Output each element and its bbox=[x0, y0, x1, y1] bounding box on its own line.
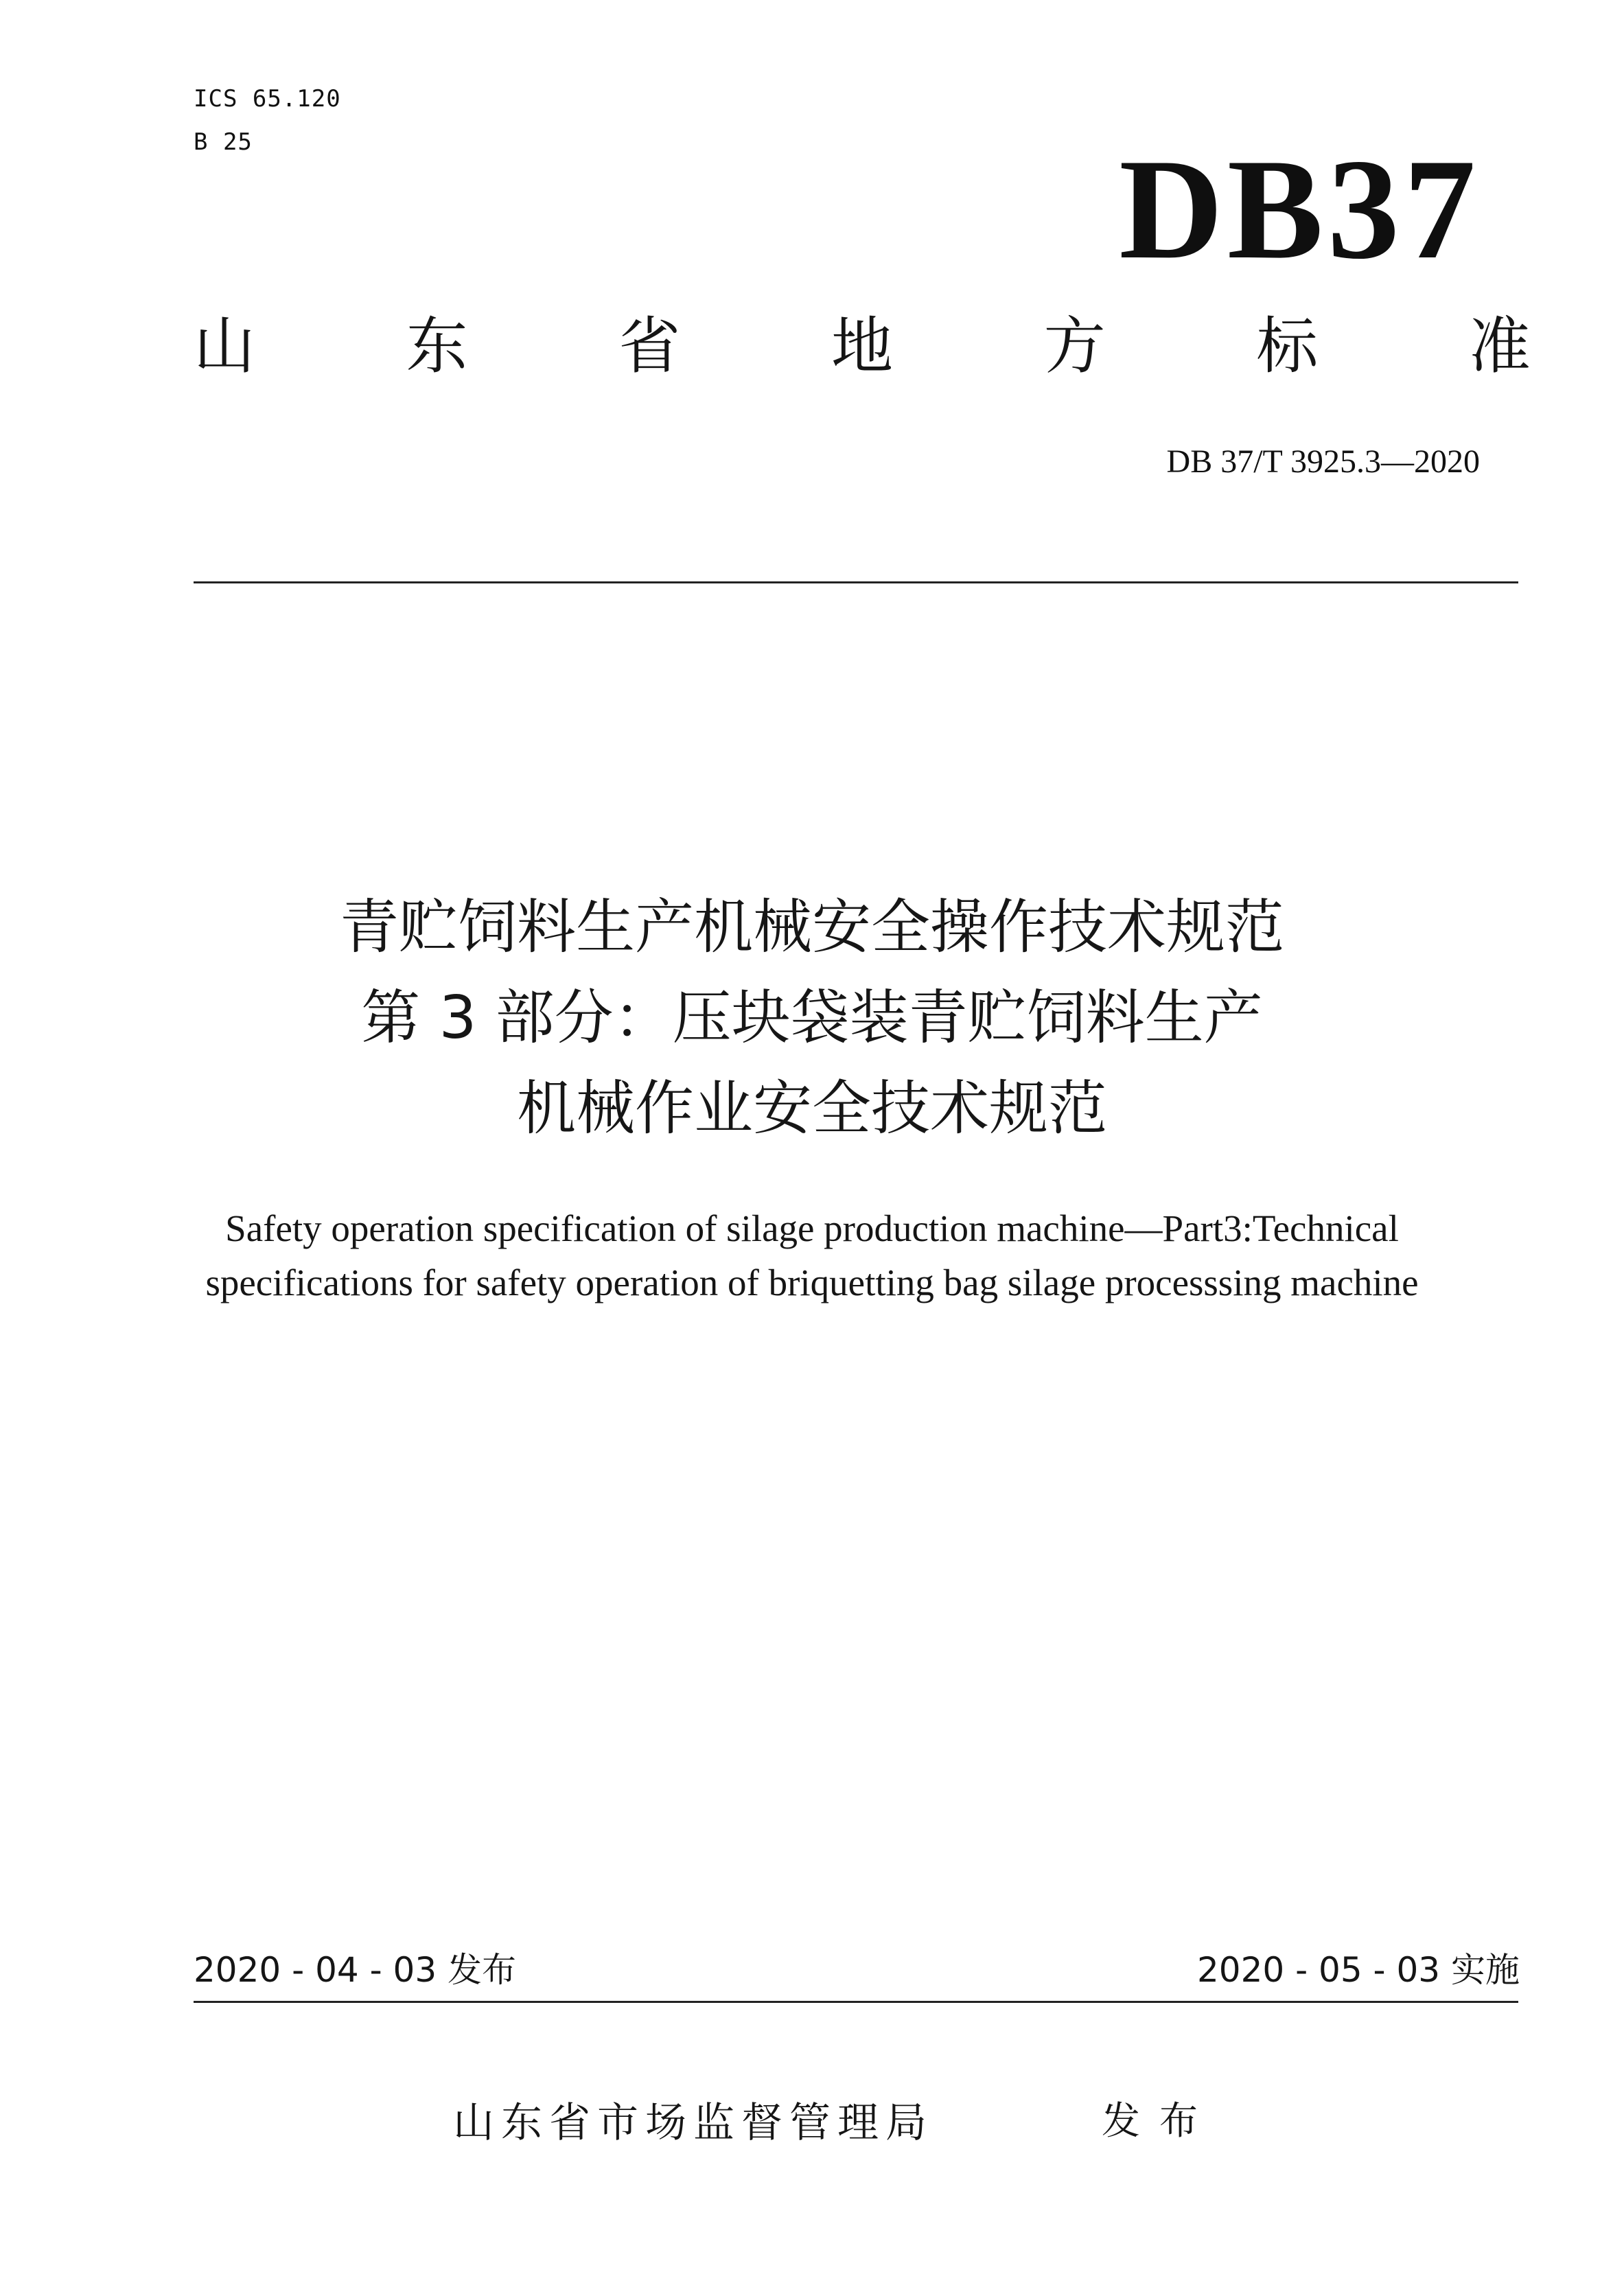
standard-type-char: 标 bbox=[1256, 310, 1319, 382]
chinese-title-line: 机械作业安全技术规范 bbox=[517, 1074, 1107, 1143]
ccs-code: B 25 bbox=[194, 128, 253, 156]
english-title-line: Safety operation specification of silage production machine—Part3:Technical bbox=[225, 1207, 1399, 1249]
issuing-authority: 山东省市场监督管理局 bbox=[453, 2099, 933, 2147]
standard-type-char: 方 bbox=[1043, 310, 1106, 382]
standard-type-char: 准 bbox=[1468, 310, 1531, 382]
issue-date: 2020 - 04 - 03 发布 bbox=[194, 1950, 517, 1990]
bottom-divider bbox=[194, 2001, 1518, 2003]
top-divider bbox=[194, 581, 1518, 583]
chinese-title-line: 青贮饲料生产机械安全操作技术规范 bbox=[340, 893, 1284, 962]
standard-type-char: 东 bbox=[406, 310, 468, 382]
english-title-line: specifications for safety operation of briquetting bag silage processsing machine bbox=[205, 1262, 1419, 1303]
db37-logo: DB37 bbox=[1119, 130, 1480, 289]
implementation-date: 2020 - 05 - 03 实施 bbox=[1196, 1950, 1520, 1990]
standard-type-char: 省 bbox=[618, 310, 681, 382]
ics-code: ICS 65.120 bbox=[194, 85, 341, 113]
chinese-title bbox=[160, 882, 1464, 1154]
standard-type-char: 山 bbox=[194, 310, 255, 382]
english-title bbox=[124, 1201, 1500, 1310]
standard-type-char: 地 bbox=[831, 310, 893, 382]
chinese-title-line: 第 3 部分：压块袋装青贮饲料生产 bbox=[361, 984, 1263, 1052]
standard-number: DB 37/T 3925.3—2020 bbox=[1166, 443, 1480, 480]
issue-label: 发布 bbox=[1102, 2099, 1217, 2144]
standard-type-heading bbox=[194, 310, 1531, 382]
